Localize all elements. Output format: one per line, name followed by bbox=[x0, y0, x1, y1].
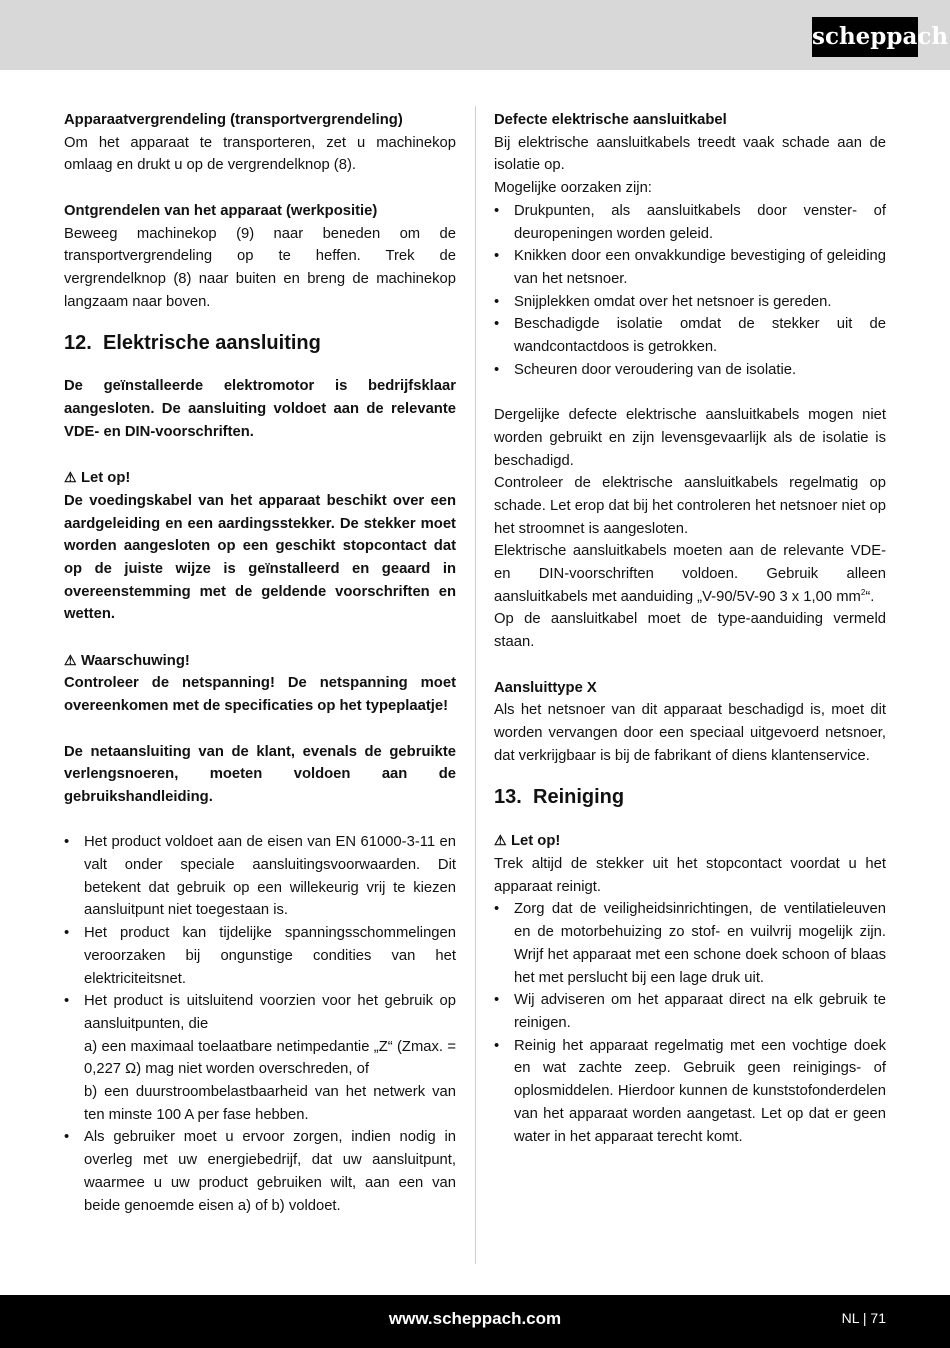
section-13-title: Reiniging bbox=[533, 786, 625, 809]
section-13-heading bbox=[494, 778, 886, 818]
cleaning-caution-text: Trek altijd de stekker uit het stopcontact voordat u het apparaat reinigt. bbox=[494, 856, 886, 895]
requirement-b: b) een duurstroombelastbaarheid van het netwerk van ten minste 100 A per fase hebben. bbox=[84, 1084, 456, 1123]
brand-logo: scheppach bbox=[812, 17, 918, 57]
cleaning-list bbox=[494, 898, 886, 1148]
danger-text: Dergelijke defecte elektrische aansluitkabels mogen niet worden gebruikt en zijn levensgevaarlijk als de isolatie is beschadigd. bbox=[494, 407, 886, 469]
defect-cable-text: Bij elektrische aansluitkabels treedt vaak schade aan de isolatie op. bbox=[494, 134, 886, 174]
list-item: • Het product kan tijdelijke spanningsschommelingen veroorzaken bij ongunstige condities van het elektriciteitsnet. bbox=[64, 922, 456, 990]
type-label-text: Op de aansluitkabel moet de type-aanduiding vermeld staan. bbox=[494, 611, 886, 651]
section-13-number: 13. bbox=[494, 786, 522, 809]
list-item: • Snijplekken omdat over het netsnoer is gereden. bbox=[494, 291, 886, 314]
section-12-title: Elektrische aansluiting bbox=[103, 332, 321, 355]
transport-lock-text: Om het apparaat te transporteren, zet u machinekop omlaag en drukt u op de vergrendelknop (8). bbox=[64, 134, 456, 174]
list-item: • Het product voldoet aan de eisen van EN 61000-3-11 en valt onder speciale aansluitingsvoorwaarden. Dit betekent dat gebruik op een willekeurig vrij te kiezen aansluitpunt niet toegestaan is. bbox=[64, 831, 456, 922]
connection-type-x-text: Als het netsnoer van dit apparaat beschadigd is, moet dit worden vervangen door een speciaal uitgevoerd netsnoer, dat verkrijgbaar is bij de fabrikant of diens klantenservice. bbox=[494, 702, 886, 764]
check-text: Controleer de elektrische aansluitkabels regelmatig op schade. Let erop dat bij het controleren het netsnoer niet op het stroomnet is aangesloten. bbox=[494, 475, 886, 537]
requirement-a: a) een maximaal toelaatbare netimpedantie „Z“ (Zmax. = 0,227 Ω) mag niet worden overschreden, of bbox=[84, 1038, 456, 1078]
cleaning-caution-label: ⚠ Let op! bbox=[494, 829, 886, 853]
warning-triangle-icon: ⚠ bbox=[64, 469, 77, 486]
header-band bbox=[0, 0, 950, 70]
list-item: • Beschadigde isolatie omdat de stekker uit de wandcontactdoos is getrokken. bbox=[494, 313, 886, 358]
section-12-number: 12. bbox=[64, 332, 92, 355]
unlock-text: Beweeg machinekop (9) naar beneden om de transportvergrendeling op te heffen. Trek de vergrendelknop (8) naar buiten en breng de machinekop langzaam naar boven. bbox=[64, 225, 456, 310]
causes-intro: Mogelijke oorzaken zijn: bbox=[494, 180, 652, 197]
warning-label: ⚠ Waarschuwing! bbox=[64, 649, 456, 673]
defect-cable-heading: Defecte elektrische aansluitkabel bbox=[494, 112, 727, 128]
transport-lock-heading: Apparaatvergrendeling (transportvergrendeling) bbox=[64, 112, 403, 128]
installed-motor-text: De geïnstalleerde elektromotor is bedrijfsklaar aangesloten. De aansluiting voldoet aan de relevante VDE- en DIN-voorschriften. bbox=[64, 378, 456, 440]
list-item: • Zorg dat de veiligheidsinrichtingen, de ventilatieleuven en de motorbehuizing zo stof- en vuilvrij mogelijk zijn. Wrijf het apparaat met een schone doek schoon of blaas het met perslucht bij een lage druk uit. bbox=[494, 898, 886, 989]
warning-text: Controleer de netspanning! De netspanning moet overeenkomen met de specificaties op het typeplaatje! bbox=[64, 675, 456, 715]
warning-triangle-icon: ⚠ bbox=[64, 651, 77, 668]
column-divider bbox=[475, 106, 476, 1264]
vde-text: Elektrische aansluitkabels moeten aan de relevante VDE- en DIN-voorschriften voldoen. Gebruik alleen aansluitkabels met aanduiding „V-90/5V-90 3 x 1,00 $mm^2“$. bbox=[494, 543, 886, 605]
connection-type-x-heading: Aansluittype X bbox=[494, 679, 597, 696]
net-connection-text: De netaansluiting van de klant, evenals de gebruikte verlengsnoeren, moeten voldoen aan de gebruikshandleiding. bbox=[64, 743, 456, 805]
section-12-heading bbox=[64, 324, 456, 364]
list-item: • Als gebruiker moet u ervoor zorgen, indien nodig in overleg met uw energiebedrijf, dat uw aansluitpunt, waarmee u uw product gebruiken wilt, aan een van beide genoemde eisen a) of b) voldoet. bbox=[64, 1126, 456, 1217]
list-item: • Wij adviseren om het apparaat direct na elk gebruik te reinigen. bbox=[494, 989, 886, 1034]
unlock-heading: Ontgrendelen van het apparaat (werkpositie) bbox=[64, 202, 378, 219]
list-item: • Het product is uitsluitend voorzien voor het gebruik op aansluitpunten, die a) een maximaal toelaatbare netimpedantie „Z“ (Zmax. = 0,227 Ω) mag niet worden overschreden, of b) een duurstroombelastbaarheid van het netwerk van ten minste 100 A per fase hebben. bbox=[64, 990, 456, 1126]
website-link[interactable]: www.scheppach.com bbox=[388, 1309, 562, 1328]
list-item: • Scheuren door veroudering van de isolatie. bbox=[494, 359, 886, 382]
warning-triangle-icon: ⚠ bbox=[494, 832, 507, 849]
caution-label: ⚠ Let op! bbox=[64, 466, 456, 490]
list-item: • Reinig het apparaat regelmatig met een vochtige doek en wat zachte zeep. Gebruik geen reinigings- of oplosmiddelen. Hierdoor kunnen de kunststofonderdelen van het apparaat worden aangetast. Let op dat er geen water in het apparaat terecht komt. bbox=[494, 1035, 886, 1149]
right-column bbox=[494, 109, 886, 1148]
caution-text: De voedingskabel van het apparaat beschikt over een aardgeleiding en een aardingsstekker. De stekker moet worden aangesloten op een geschikt stopcontact dat op de juiste wijze is geïnstalleerd en geaard in overeenstemming met de geldende voorschriften en wetten. bbox=[64, 492, 456, 623]
connection-requirements-list bbox=[64, 831, 456, 1217]
causes-list bbox=[494, 200, 886, 382]
list-item: • Knikken door een onvakkundige bevestiging of geleiding van het netsnoer. bbox=[494, 245, 886, 290]
list-item: • Drukpunten, als aansluitkabels door venster- of deuropeningen worden geleid. bbox=[494, 200, 886, 245]
left-column bbox=[64, 109, 456, 1217]
page-number: NL | 71 bbox=[841, 1310, 886, 1326]
footer bbox=[0, 1295, 950, 1348]
